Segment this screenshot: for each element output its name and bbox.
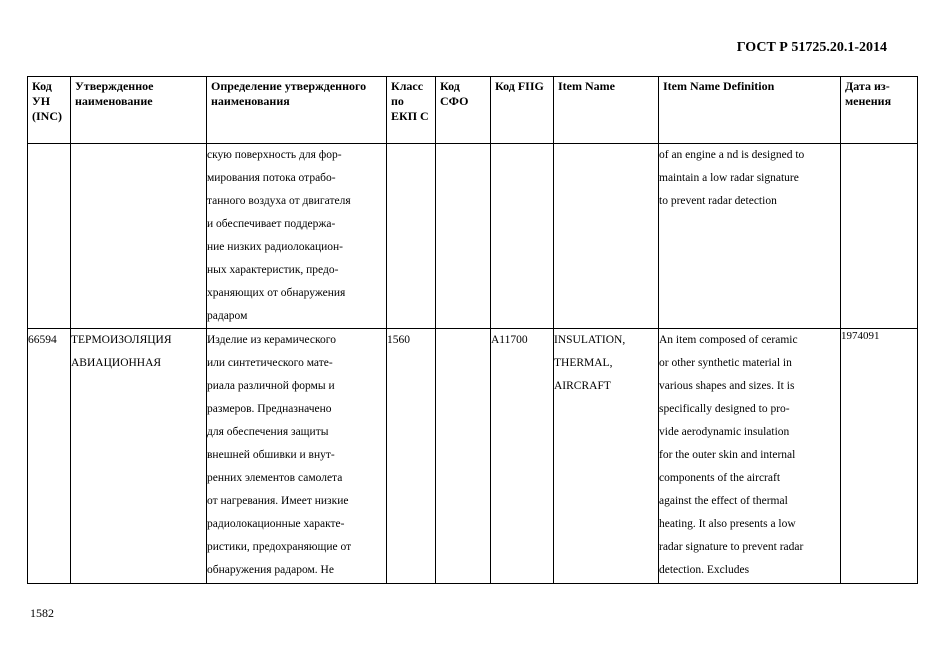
item-name-line: THERMAL, xyxy=(554,357,613,369)
item-definition-line: maintain a low radar signature xyxy=(659,172,799,184)
approved-name-line: АВИАЦИОННАЯ xyxy=(71,357,162,369)
item-definition-line: for the outer skin and internal xyxy=(659,449,796,461)
item-definition-line: to prevent radar detection xyxy=(659,195,777,207)
document-standard-id: ГОСТ Р 51725.20.1-2014 xyxy=(736,40,887,55)
definition-line: внешней обшивки и внут- xyxy=(207,449,335,461)
definition-line: скую поверхность для фор- xyxy=(207,149,342,161)
definition-line: размеров. Предназначено xyxy=(207,403,332,415)
definition-line: радиолокационные характе- xyxy=(207,518,345,530)
header-item-name: Item Name xyxy=(554,77,659,144)
approved-name-cell xyxy=(71,329,207,584)
header-sfo: Код СФО xyxy=(436,77,491,144)
definition-line: от нагревания. Имеет низкие xyxy=(207,495,349,507)
change-date-value: 1974091 xyxy=(841,330,880,342)
item-definition-line: radar signature to prevent radar xyxy=(659,541,804,553)
definition-line: храняющих от обнаружения xyxy=(207,287,346,299)
header-inc: Код УН (INC) xyxy=(28,77,71,144)
catalog-table xyxy=(27,76,918,584)
item-definition-line: specifically designed to pro- xyxy=(659,403,790,415)
item-definition-line: vide aerodynamic insulation xyxy=(659,426,790,438)
definition-line: для обеспечения защиты xyxy=(207,426,329,438)
item-name-line: INSULATION, xyxy=(554,334,626,346)
sfo-cell xyxy=(436,329,491,584)
table-header-row xyxy=(28,77,918,144)
table-row-entry xyxy=(28,329,918,584)
item-definition-line: heating. It also presents a low xyxy=(659,518,796,530)
item-definition-line: of an engine a nd is designed to xyxy=(659,149,805,161)
fiig-value: A11700 xyxy=(491,334,528,346)
inc-value: 66594 xyxy=(28,334,57,346)
class-cell xyxy=(387,329,436,584)
class-value: 1560 xyxy=(387,334,410,346)
header-item-name-definition: Item Name Definition xyxy=(659,77,841,144)
item-name-cell xyxy=(554,329,659,584)
header-change-date: Дата из-менения xyxy=(841,77,918,144)
definition-line: Изделие из керамического xyxy=(207,334,336,346)
inc-cell xyxy=(28,329,71,584)
page-number: 1582 xyxy=(30,606,54,620)
item-definition-line: various shapes and sizes. It is xyxy=(659,380,795,392)
definition-line: ристики, предохраняющие от xyxy=(207,541,352,553)
definition-line: ных характеристик, предо- xyxy=(207,264,339,276)
fiig-cell xyxy=(491,329,554,584)
definition-line: или синтетического мате- xyxy=(207,357,333,369)
definition-line: обнаружения радаром. Не xyxy=(207,564,334,576)
approved-name-line: ТЕРМОИЗОЛЯЦИЯ xyxy=(71,334,172,346)
item-definition-cell xyxy=(659,144,841,329)
definition-line: риала различной формы и xyxy=(207,380,335,392)
definition-line: радаром xyxy=(207,310,248,322)
definition-line: и обеспечивает поддержа- xyxy=(207,218,336,230)
item-definition-line: An item composed of ceramic xyxy=(659,334,798,346)
table-row-continuation xyxy=(28,144,918,329)
header-approved-name: Утвержденное наименование xyxy=(71,77,207,144)
header-name-definition: Определение утвержденного наименования xyxy=(207,77,387,144)
item-definition-line: against the effect of thermal xyxy=(659,495,788,507)
definition-line: ренних элементов самолета xyxy=(207,472,343,484)
definition-line: танного воздуха от двигателя xyxy=(207,195,351,207)
item-name-line: AIRCRAFT xyxy=(554,380,611,392)
definition-cell xyxy=(207,144,387,329)
item-definition-line: components of the aircraft xyxy=(659,472,781,484)
definition-cell xyxy=(207,329,387,584)
header-class: Класс по ЕКП С xyxy=(387,77,436,144)
item-definition-line: detection. Excludes xyxy=(659,564,750,576)
item-definition-cell xyxy=(659,329,841,584)
header-fiig: Код FIIG xyxy=(491,77,554,144)
change-date-cell xyxy=(841,329,918,584)
item-definition-line: or other synthetic material in xyxy=(659,357,792,369)
definition-line: мирования потока отрабо- xyxy=(207,172,336,184)
definition-line: ние низких радиолокацион- xyxy=(207,241,344,253)
